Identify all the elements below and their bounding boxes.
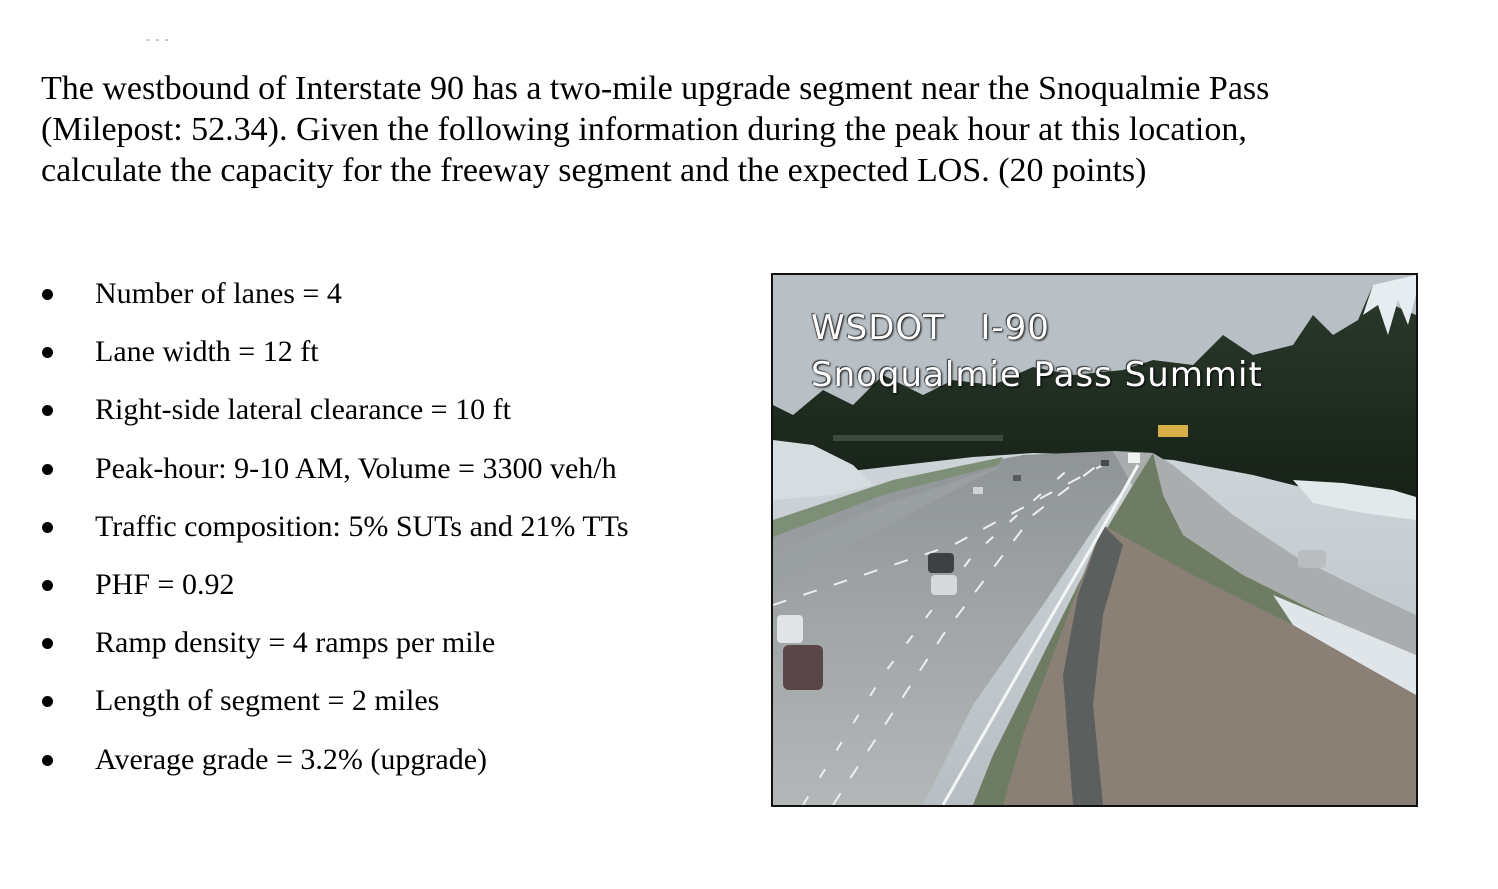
list-item-text: Right-side lateral clearance = 10 ft <box>95 393 511 427</box>
bullet-icon <box>42 464 53 475</box>
problem-statement: The westbound of Interstate 90 has a two-mile upgrade segment near the Snoqualmie Pass (Milepost: 52.34). Given the following information during the peak hour at this location, calculate the capacity for the freeway segment and the expected LOS. (20 points) <box>41 70 1270 189</box>
bullet-icon <box>42 638 53 649</box>
list-item-text: Peak-hour: 9-10 AM, Volume = 3300 veh/h <box>95 451 617 485</box>
list-item-text: Average grade = 3.2% (upgrade) <box>95 742 488 776</box>
list-item-text: Ramp density = 4 ramps per mile <box>95 626 496 660</box>
list-item-text: Length of segment = 2 miles <box>95 684 440 718</box>
bullet-icon <box>42 580 53 591</box>
traffic-camera-image <box>771 273 1418 807</box>
list-item-text: PHF = 0.92 <box>95 567 235 601</box>
bullet-icon <box>42 405 53 416</box>
list-item-text: Traffic composition: 5% SUTs and 21% TTs <box>95 509 629 543</box>
bullet-icon <box>42 289 53 300</box>
camera-caption-location: Snoqualmie Pass Summit <box>811 355 1263 395</box>
bullet-icon <box>42 522 53 533</box>
list-item-text: Lane width = 12 ft <box>95 335 319 369</box>
header-mark: - - - <box>146 32 170 46</box>
bullet-icon <box>42 347 53 358</box>
camera-caption-agency: WSDOT I-90 <box>811 308 1050 348</box>
camera-caption <box>811 305 1263 399</box>
bullet-icon <box>42 755 53 766</box>
list-item-text: Number of lanes = 4 <box>95 277 342 310</box>
bullet-icon <box>42 696 53 707</box>
